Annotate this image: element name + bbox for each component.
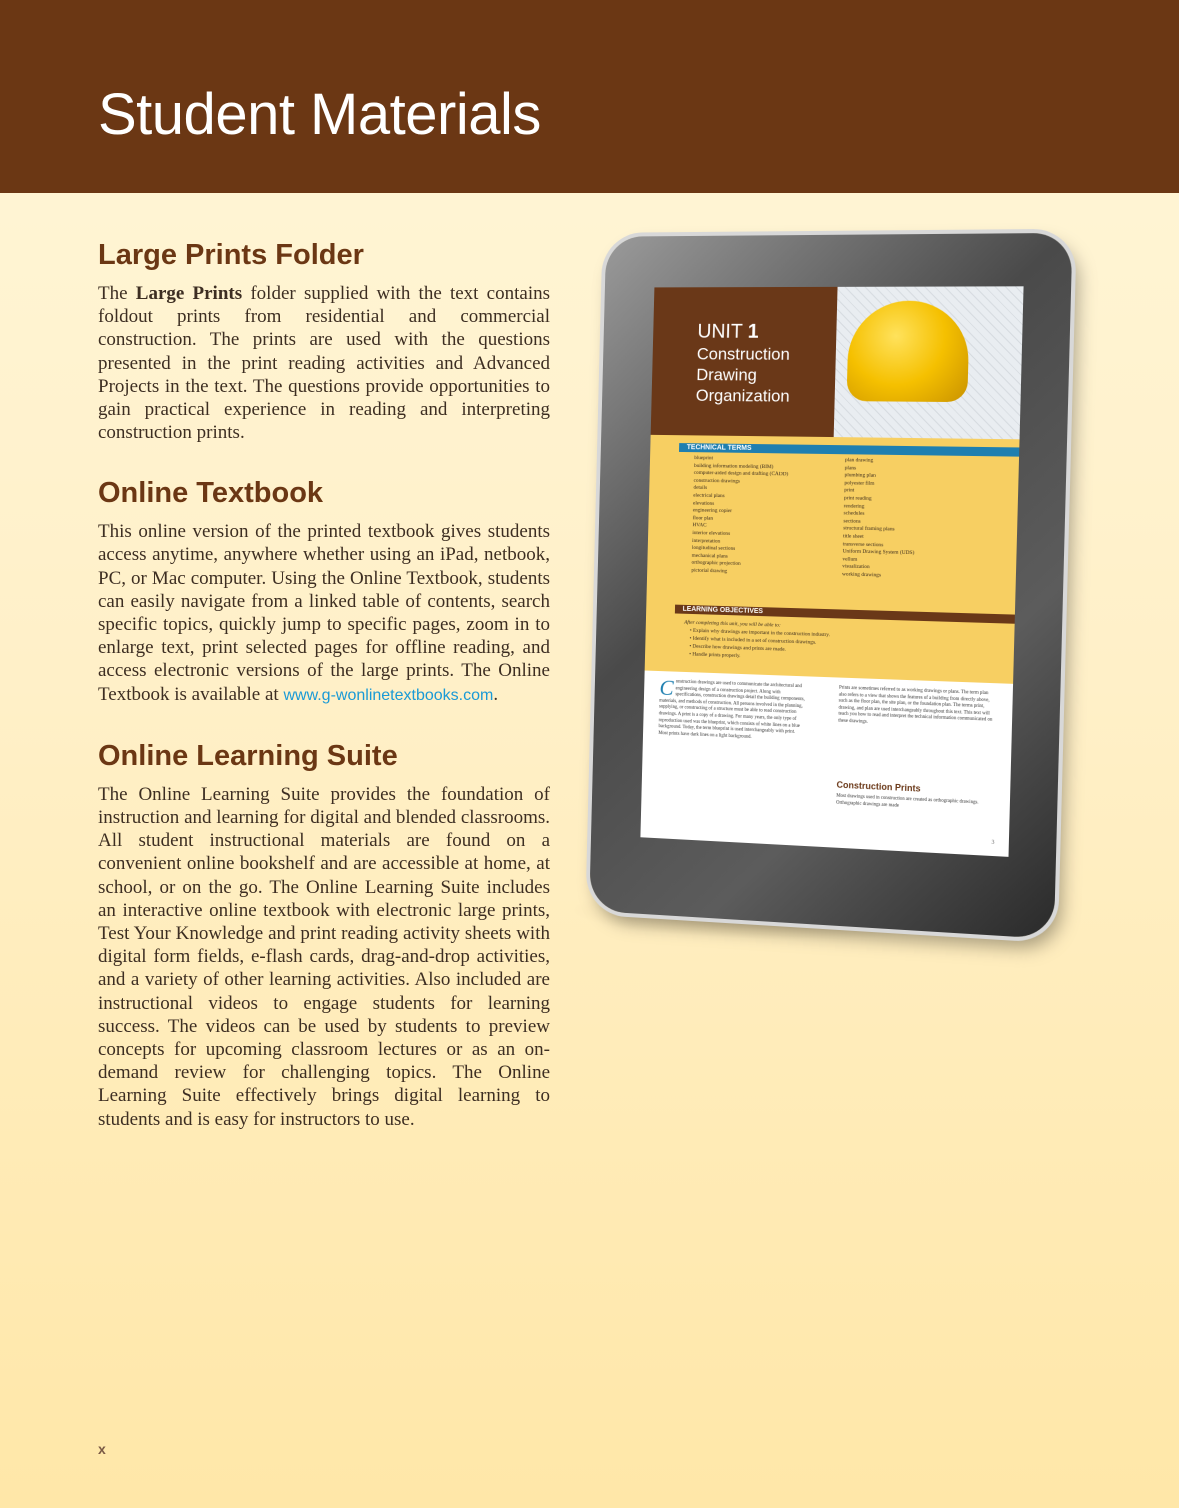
list-item: elevations xyxy=(693,500,715,507)
list-item: working drawings xyxy=(841,571,882,579)
section-body xyxy=(98,282,550,444)
body-text: The xyxy=(98,282,136,304)
body-text: onstruction drawings are used to communicate the architectural and engineering design of a construction project. Along with specifications, construction drawings detail the building components, materials, and methods of construction. All persons involved in the planning, supplying, or constructing of a structure must be able to read construction drawings. A print is a copy of a drawing. For many years, the only type of reproduction used was the blueprint, which consists of white lines on a blue background. Today, the term blueprint is used interchangeably with print. Most prints have dark lines on a light background. xyxy=(658,679,805,740)
list-item: pictorial drawing xyxy=(691,567,728,575)
unit-title-line: Organization xyxy=(695,386,790,406)
section-online-textbook xyxy=(98,478,550,707)
learning-intro: After completing this unit, you will be able to: xyxy=(684,619,781,629)
tablet-screen xyxy=(640,286,1023,857)
body-column-left xyxy=(658,674,805,744)
page-title: Student Materials xyxy=(98,82,541,147)
list-item: title sheet xyxy=(842,533,864,540)
list-item: interpretation xyxy=(692,537,721,545)
section-body xyxy=(98,520,550,707)
construction-prints-heading: Construction Prints xyxy=(836,779,921,794)
list-item: plan drawing xyxy=(844,457,874,464)
list-item: longitudinal sections xyxy=(691,545,736,552)
objectives-list xyxy=(683,627,830,664)
drop-cap: C xyxy=(659,674,674,701)
list-item: building information modeling (BIM) xyxy=(693,462,774,470)
section-heading: Online Learning Suite xyxy=(98,739,398,772)
list-item: sections xyxy=(843,518,861,525)
list-item: schedules xyxy=(843,510,865,517)
main-column xyxy=(98,240,550,1165)
learning-objectives xyxy=(683,619,830,663)
list-item: visualization xyxy=(842,563,870,571)
terms-list-left xyxy=(691,455,788,577)
list-item: rendering xyxy=(843,502,865,510)
terms-list-right xyxy=(842,457,917,581)
list-item: transverse sections xyxy=(842,540,884,548)
list-item: blueprint xyxy=(694,455,714,462)
objective-item: • Describe how drawings and prints are made. xyxy=(689,643,786,653)
body-text: folder supplied with the text contains foldout prints from residential and commercial construction. The prints are used with the questions presented in the print reading activities and Advanced Projects in the text. The questions provide opportunities to gain practical experience in reading and interpreting construction prints. xyxy=(98,282,550,444)
objective-item: • Identify what is included in a set of construction drawings. xyxy=(689,635,817,646)
unit-label: UNIT xyxy=(697,320,743,343)
list-item: HVAC xyxy=(692,522,707,529)
body-text: This online version of the printed textbook gives students access anytime, anywhere whether using an iPad, netbook, PC, or Mac computer. Using the Online Textbook, students can easily navigate from a linked table of contents, search specific topics, quickly jump to specific pages, zoom in to enlarge text, print selected pages for offline reading, and access electronic versions of the large prints. The Online Textbook is available at xyxy=(98,521,550,705)
list-item: details xyxy=(693,485,708,492)
page-number: x xyxy=(98,1441,106,1457)
unit-title-line: Construction xyxy=(696,344,791,364)
section-large-prints xyxy=(98,240,550,444)
unit-number: 1 xyxy=(747,320,759,343)
list-item: computer-aided design and drafting (CADD) xyxy=(693,470,789,478)
list-item: electrical plans xyxy=(693,492,725,500)
online-textbook-link[interactable]: www.g-wonlinetextbooks.com xyxy=(283,686,494,704)
section-text: Most drawings used in construction are created as orthographic drawings. Orthographic drawings are made xyxy=(836,793,979,809)
list-item: mechanical plans xyxy=(691,552,728,560)
section-online-learning-suite xyxy=(98,741,550,1131)
objective-item: • Handle prints properly. xyxy=(689,651,741,660)
unit-title-line: Drawing xyxy=(696,365,758,385)
bold-term: Large Prints xyxy=(135,282,243,304)
list-item: engineering copier xyxy=(692,507,732,515)
list-item: structural framing plans xyxy=(843,525,895,533)
list-item: plans xyxy=(844,464,857,472)
unit-title xyxy=(696,321,792,407)
section-heading: Online Textbook xyxy=(98,477,324,510)
section-heading: Large Prints Folder xyxy=(98,239,364,271)
list-item: floor plan xyxy=(692,515,714,522)
list-item: orthographic projection xyxy=(691,560,741,568)
screen-page-number: 3 xyxy=(991,839,995,846)
section-body: The Online Learning Suite provides the foundation of instruction and learning for digital and blended classrooms. All student instructional materials are found on a convenient online bookshelf and are accessible at home, at school, or on the go. The Online Learning Suite includes an interactive online textbook with electronic large prints, Test Your Knowledge and print reading activity sheets with digital form fields, e-flash cards, drag-and-drop activities, and a variety of other learning activities. Also included are instructional videos to engage students for learning success. The videos can be used by students to preview concepts for upcoming classroom lectures or as an on-demand review for challenging topics. The Online Learning Suite effectively brings digital learning to students and is easy for instructors to use. xyxy=(98,783,550,1130)
body-text: . xyxy=(493,683,499,705)
list-item: print xyxy=(844,487,855,494)
list-item: Uniform Drawing System (UDS) xyxy=(842,548,915,557)
list-item: polyester film xyxy=(844,480,875,487)
list-item: print reading xyxy=(843,495,872,502)
learning-objectives-heading: LEARNING OBJECTIVES xyxy=(675,605,1023,624)
page-header xyxy=(0,0,1179,193)
list-item: interior elevations xyxy=(692,530,731,537)
list-item: construction drawings xyxy=(693,477,740,485)
body-column-right: Prints are sometimes referred to as working drawings or plans. The term plan also refers to a view that shows the features of a building from directly above, such as the floor plan, the site plan, or the foundation plan. The terms print, drawing, and plan are used interchangeably throughout this text. This text will teach you how to read and interpret the technical information communicated on these drawings. xyxy=(838,685,993,725)
tablet-image xyxy=(589,233,1072,939)
objective-item: • Explain why drawings are important in the construction industry. xyxy=(689,627,831,639)
list-item: vellum xyxy=(842,556,858,563)
list-item: plumbing plan xyxy=(844,472,876,479)
technical-terms-heading: TECHNICAL TERMS xyxy=(679,443,1024,457)
